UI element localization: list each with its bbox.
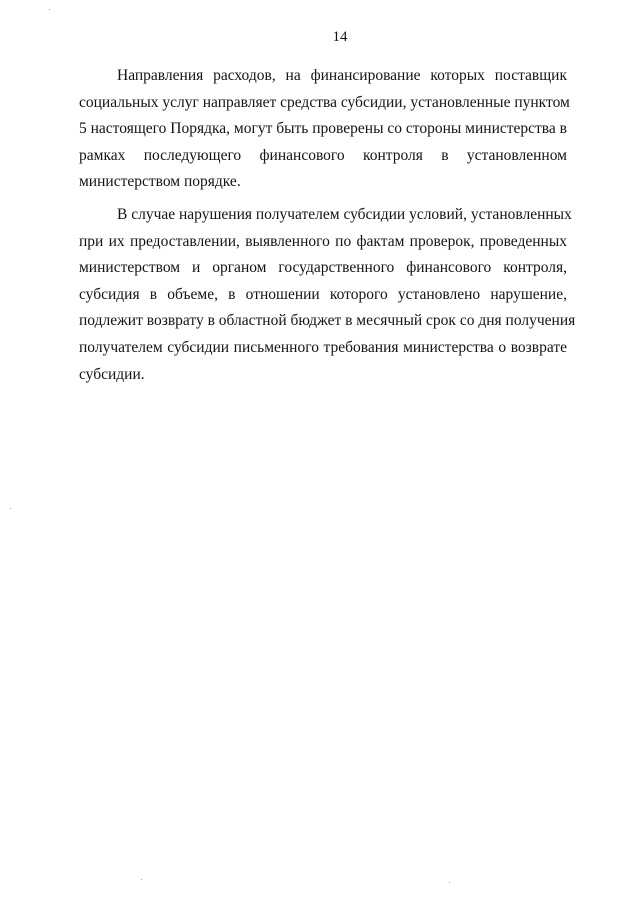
page-number: 14	[332, 29, 348, 45]
scan-speck	[49, 9, 50, 10]
text-line: при их предоставлении, выявленного по фактам проверок, проведенных	[79, 232, 567, 250]
document-body	[79, 63, 576, 388]
text-line: 5 настоящего Порядка, могут быть проверены со стороны министерства в	[79, 120, 567, 138]
text-line: субсидии.	[79, 365, 145, 383]
text-line: Направления расходов, на финансирование которых поставщик	[117, 67, 567, 84]
text-line: социальных услуг направляет средства субсидии, установленные пунктом	[79, 93, 570, 111]
text-line: В случае нарушения получателем субсидии условий, установленных	[117, 205, 572, 223]
text-line: подлежит возврату в областной бюджет в месячный срок со дня получения	[79, 312, 576, 330]
scan-speck	[141, 879, 142, 880]
paragraph-audit	[79, 63, 570, 196]
text-line: министерством и органом государственного финансового контроля,	[79, 259, 567, 277]
scan-speck	[449, 882, 450, 883]
text-line: субсидия в объеме, в отношении которого установлено нарушение,	[79, 285, 567, 303]
scan-speck	[10, 508, 11, 509]
paragraph-refund	[79, 202, 576, 388]
text-line: министерством порядке.	[79, 173, 241, 191]
text-line: рамках последующего финансового контроля в установленном	[79, 146, 567, 164]
text-line: получателем субсидии письменного требования министерства о возврате	[79, 338, 567, 356]
